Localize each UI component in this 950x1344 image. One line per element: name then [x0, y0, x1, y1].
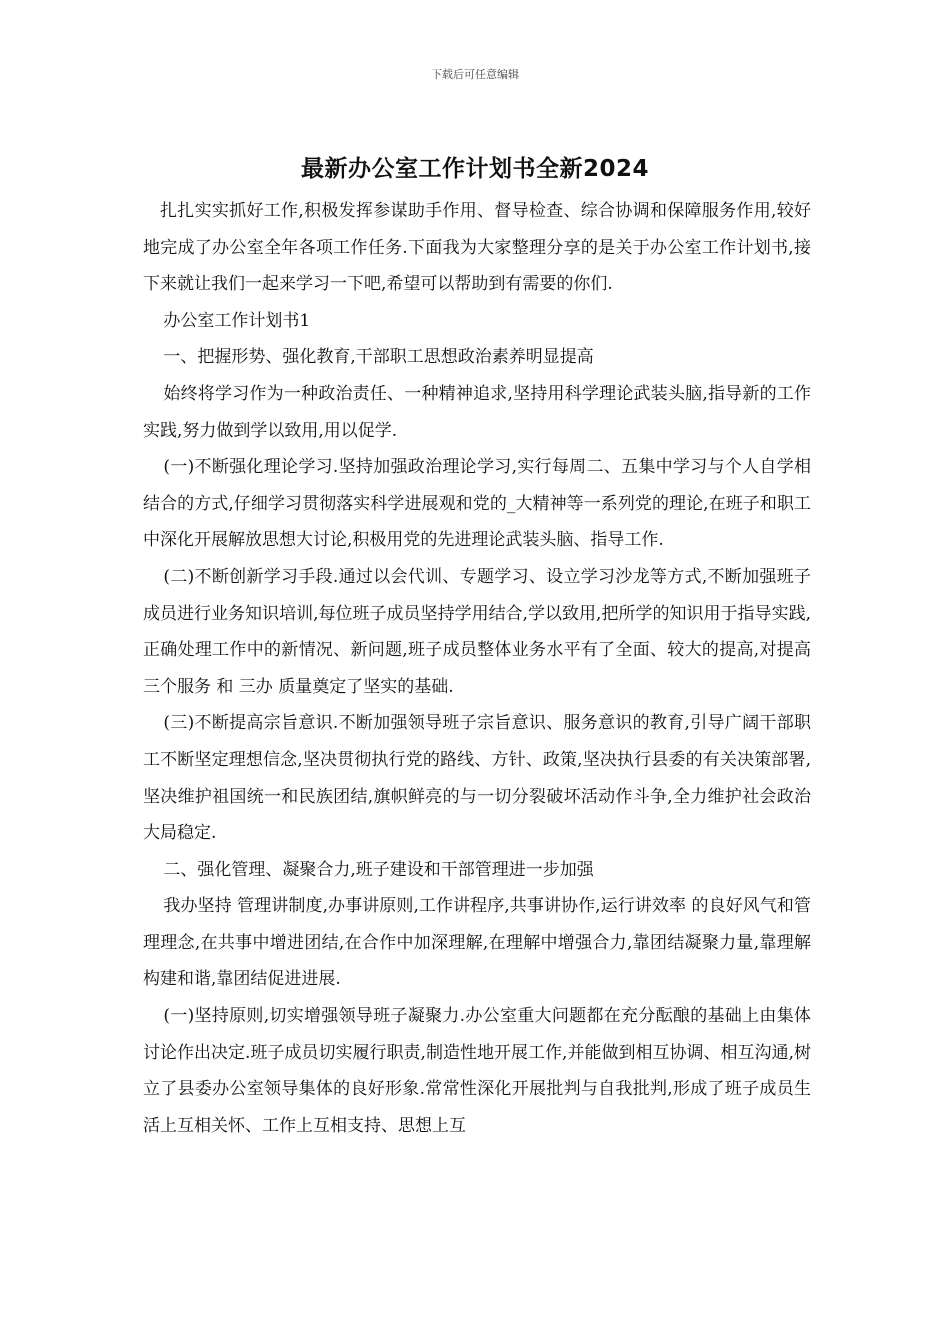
document-body [143, 193, 811, 1144]
heading-part-2: 二、强化管理、凝聚合力,班子建设和干部管理进一步加强 [163, 859, 594, 880]
heading-part-1: 一、把握形势、强化教育,干部职工思想政治素养明显提高 [163, 347, 594, 368]
document-title: 最新办公室工作计划书全新2024 [300, 156, 649, 182]
body-paragraph: (一)坚持原则,切实增强领导班子凝聚力.办公室重大问题都在充分酝酿的基础上由集体讨论作出决定.班子成员切实履行职责,制造性地开展工作,并能做到相互协调、相互沟通,树立了县委办公室领导集体的良好形象.常常性深化开展批判与自我批判,形成了班子成员生活上互相关怀、工作上互相支持、思想上互 [143, 1006, 811, 1136]
body-paragraph: (二)不断创新学习手段.通过以会代训、专题学习、设立学习沙龙等方式,不断加强班子成员进行业务知识培训,每位班子成员坚持学用结合,学以致用,把所学的知识用于指导实践,正确处理工作中的新情况、新问题,班子成员整体业务水平有了全面、较大的提高,对提高 三个服务 和 三办 质量奠定了坚实的基础. [143, 566, 811, 697]
header-note: 下载后可任意编辑 [431, 68, 519, 81]
body-paragraph: (三)不断提高宗旨意识.不断加强领导班子宗旨意识、服务意识的教育,引导广阔干部职工不断坚定理想信念,坚决贯彻执行党的路线、方针、政策,坚决执行县委的有关决策部署,坚决维护祖国统一和民族团结,旗帜鲜亮的与一切分裂破坏活动作斗争,全力维护社会政治大局稳定. [143, 713, 811, 844]
section-heading-plan-1: 办公室工作计划书1 [163, 310, 311, 331]
body-paragraph: 始终将学习作为一种政治责任、一种精神追求,坚持用科学理论武装头脑,指导新的工作实践,努力做到学以致用,用以促学. [143, 383, 811, 441]
body-paragraph: (一)不断强化理论学习.坚持加强政治理论学习,实行每周二、五集中学习与个人自学相结合的方式,仔细学习贯彻落实科学进展观和党的_大精神等一系列党的理论,在班子和职工中深化开展解放思想大讨论,积极用党的先进理论武装头脑、指导工作. [143, 457, 811, 551]
intro-paragraph: 扎扎实实抓好工作,积极发挥参谋助手作用、督导检查、综合协调和保障服务作用,较好地完成了办公室全年各项工作任务.下面我为大家整理分享的是关于办公室工作计划书,接下来就让我们一起来学习一下吧,希望可以帮助到有需要的你们. [143, 201, 811, 295]
body-paragraph: 我办坚持 管理讲制度,办事讲原则,工作讲程序,共事讲协作,运行讲效率 的良好风气和管理理念,在共事中增进团结,在合作中加深理解,在理解中增强合力,靠团结凝聚力量,靠理解构建和谐,靠团结促进进展. [143, 896, 811, 990]
